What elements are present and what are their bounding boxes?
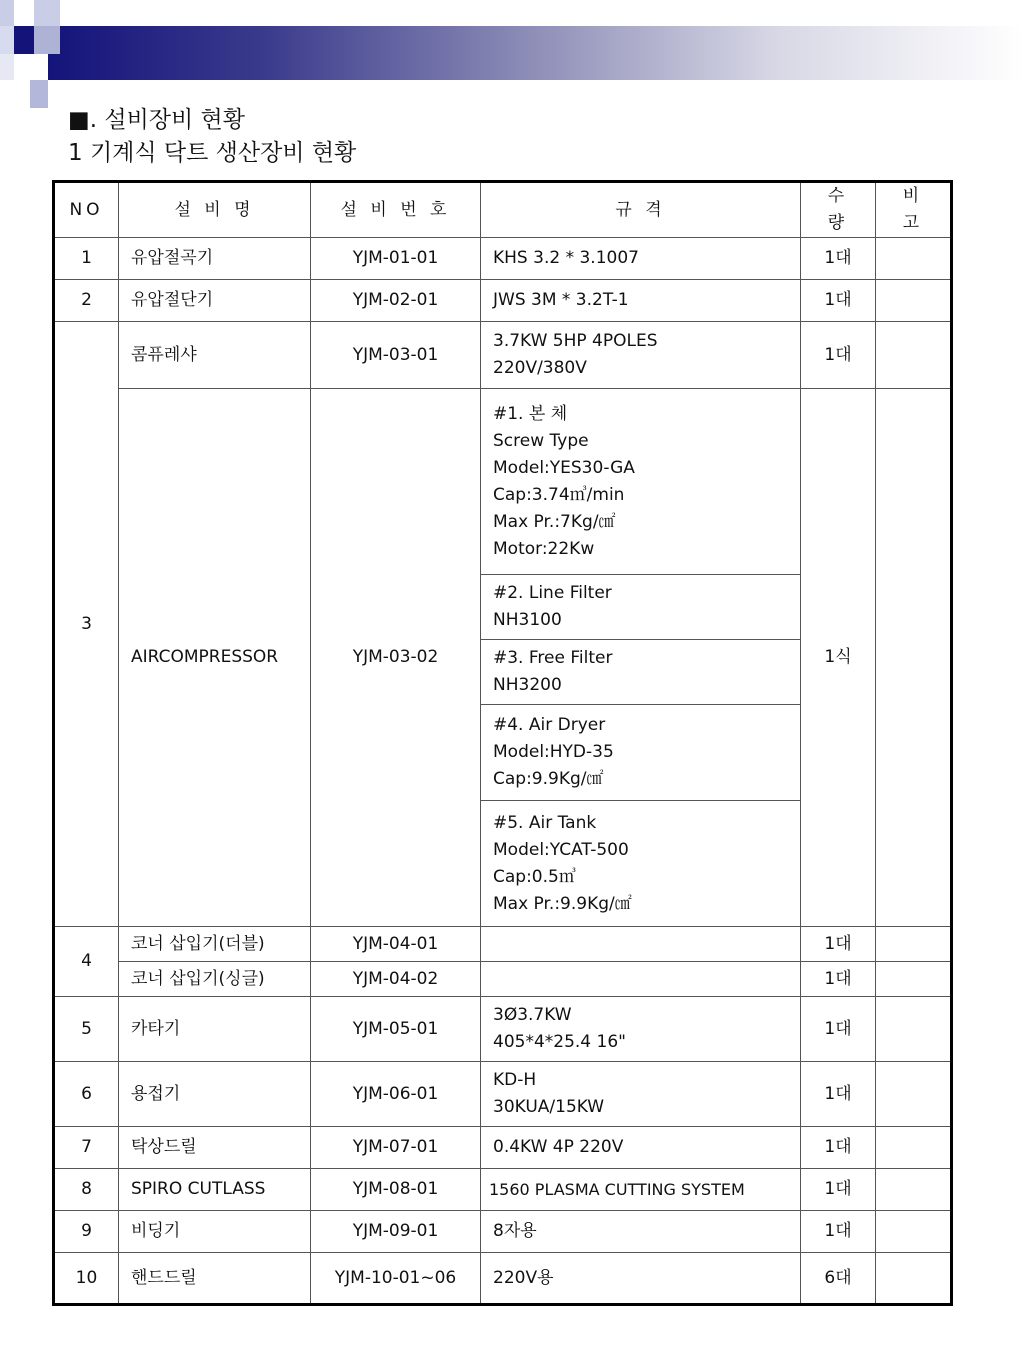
table-row <box>54 322 952 389</box>
cell-note <box>876 1211 952 1253</box>
equipment-table <box>52 180 953 1306</box>
cell-spec-part <box>481 640 801 705</box>
spec-line: Motor:22Kw <box>493 538 595 559</box>
cell-name: 용접기 <box>119 1062 311 1127</box>
spec-line: Cap:0.5㎥ <box>493 866 576 887</box>
cell-name: 유압절곡기 <box>119 238 311 280</box>
spec-line: Model:YES30-GA <box>493 457 635 478</box>
column-header-code: 설 비 번 호 <box>311 182 481 238</box>
column-header-name: 설 비 명 <box>119 182 311 238</box>
cell-spec-part <box>481 801 801 927</box>
spec-line: #1. 본 체 <box>493 403 568 424</box>
cell-spec-part <box>481 575 801 640</box>
cell-note <box>876 927 952 962</box>
cell-code: YJM-10-01~06 <box>311 1253 481 1305</box>
table-row <box>54 280 952 322</box>
cell-note <box>876 389 952 927</box>
spec-line: 220V/380V <box>493 358 587 378</box>
cell-spec-part <box>481 389 801 575</box>
cell-note <box>876 1127 952 1169</box>
cell-name: AIRCOMPRESSOR <box>119 389 311 927</box>
cell-name: 탁상드릴 <box>119 1127 311 1169</box>
cell-qty: 1대 <box>801 1062 876 1127</box>
spec-line: Model:HYD-35 <box>493 742 614 762</box>
cell-no: 10 <box>54 1253 119 1305</box>
cell-spec: KHS 3.2 * 3.1007 <box>481 238 801 280</box>
cell-code: YJM-03-02 <box>311 389 481 927</box>
cell-spec <box>481 962 801 997</box>
cell-note <box>876 280 952 322</box>
cell-qty: 1대 <box>801 322 876 389</box>
cell-no: 6 <box>54 1062 119 1127</box>
column-header-no: NO <box>54 182 119 238</box>
spec-line: Model:YCAT-500 <box>493 839 629 860</box>
cell-code: YJM-09-01 <box>311 1211 481 1253</box>
cell-spec: 1560 PLASMA CUTTING SYSTEM <box>481 1169 801 1211</box>
table-row <box>54 1211 952 1253</box>
cell-no: 3 <box>54 322 119 927</box>
cell-no: 9 <box>54 1211 119 1253</box>
decorative-square <box>14 26 34 54</box>
cell-spec <box>481 322 801 389</box>
column-header-spec: 규 격 <box>481 182 801 238</box>
cell-note <box>876 962 952 997</box>
table-row <box>54 389 952 575</box>
cell-code: YJM-03-01 <box>311 322 481 389</box>
cell-code: YJM-06-01 <box>311 1062 481 1127</box>
table-header-row <box>54 182 952 238</box>
spec-line: #2. Line Filter <box>493 583 612 603</box>
spec-line: NH3100 <box>493 610 562 630</box>
spec-line: Max Pr.:7Kg/㎠ <box>493 511 616 532</box>
cell-spec: 0.4KW 4P 220V <box>481 1127 801 1169</box>
cell-name: 코너 삽입기(싱글) <box>119 962 311 997</box>
page-title: 1 기계식 닥트 생산장비 현황 <box>68 140 357 166</box>
spec-line: Cap:9.9Kg/㎠ <box>493 769 604 789</box>
cell-note <box>876 1169 952 1211</box>
cell-qty: 6대 <box>801 1253 876 1305</box>
cell-note <box>876 997 952 1062</box>
cell-name: 비딩기 <box>119 1211 311 1253</box>
spec-line: 30KUA/15KW <box>493 1097 605 1117</box>
cell-qty: 1대 <box>801 927 876 962</box>
cell-note <box>876 1253 952 1305</box>
cell-name: 코너 삽입기(더블) <box>119 927 311 962</box>
decorative-square <box>0 26 14 54</box>
spec-line: NH3200 <box>493 675 562 695</box>
decorative-square <box>0 54 14 80</box>
section-title: ■. 설비장비 현황 <box>68 107 245 133</box>
cell-spec: JWS 3M * 3.2T-1 <box>481 280 801 322</box>
cell-name: 유압절단기 <box>119 280 311 322</box>
cell-spec-part <box>481 705 801 801</box>
cell-qty: 1대 <box>801 280 876 322</box>
cell-code: YJM-02-01 <box>311 280 481 322</box>
cell-code: YJM-07-01 <box>311 1127 481 1169</box>
cell-qty: 1대 <box>801 1169 876 1211</box>
cell-name: SPIRO CUTLASS <box>119 1169 311 1211</box>
cell-name: 핸드드릴 <box>119 1253 311 1305</box>
cell-qty: 1대 <box>801 997 876 1062</box>
spec-line: 3Ø3.7KW <box>493 1005 572 1025</box>
decorative-square <box>30 80 48 108</box>
cell-no: 4 <box>54 927 119 997</box>
cell-name: 카타기 <box>119 997 311 1062</box>
cell-code: YJM-05-01 <box>311 997 481 1062</box>
cell-qty: 1대 <box>801 1211 876 1253</box>
cell-code: YJM-01-01 <box>311 238 481 280</box>
cell-spec <box>481 997 801 1062</box>
cell-no: 1 <box>54 238 119 280</box>
table-row <box>54 927 952 962</box>
cell-code: YJM-08-01 <box>311 1169 481 1211</box>
cell-name: 콤퓨레샤 <box>119 322 311 389</box>
table-row <box>54 1127 952 1169</box>
table-row <box>54 1169 952 1211</box>
cell-note <box>876 238 952 280</box>
decorative-square <box>34 26 60 54</box>
cell-no: 5 <box>54 997 119 1062</box>
cell-code: YJM-04-02 <box>311 962 481 997</box>
cell-qty: 1대 <box>801 1127 876 1169</box>
spec-line: KD-H <box>493 1070 537 1090</box>
cell-note <box>876 1062 952 1127</box>
table-row <box>54 238 952 280</box>
decorative-square <box>0 0 14 26</box>
spec-line: Max Pr.:9.9Kg/㎠ <box>493 893 632 914</box>
cell-no: 2 <box>54 280 119 322</box>
column-header-qty: 수 량 <box>801 182 876 238</box>
table-row <box>54 962 952 997</box>
cell-qty: 1대 <box>801 238 876 280</box>
spec-line: 3.7KW 5HP 4POLES <box>493 331 658 351</box>
spec-line: #4. Air Dryer <box>493 715 606 735</box>
column-header-note: 비 고 <box>876 182 952 238</box>
cell-spec <box>481 1062 801 1127</box>
spec-line: #3. Free Filter <box>493 648 613 668</box>
table-row <box>54 1062 952 1127</box>
cell-spec: 8자용 <box>481 1211 801 1253</box>
decorative-square <box>34 0 60 26</box>
spec-line: Screw Type <box>493 430 589 451</box>
cell-qty: 1대 <box>801 962 876 997</box>
table-row <box>54 997 952 1062</box>
spec-line: Cap:3.74㎥/min <box>493 484 625 505</box>
header-banner <box>48 26 1024 80</box>
cell-spec: 220V용 <box>481 1253 801 1305</box>
cell-no: 8 <box>54 1169 119 1211</box>
cell-spec <box>481 927 801 962</box>
cell-no: 7 <box>54 1127 119 1169</box>
spec-line: 405*4*25.4 16" <box>493 1032 626 1052</box>
cell-code: YJM-04-01 <box>311 927 481 962</box>
cell-qty: 1식 <box>801 389 876 927</box>
cell-note <box>876 322 952 389</box>
spec-line: #5. Air Tank <box>493 812 597 833</box>
table-row <box>54 1253 952 1305</box>
